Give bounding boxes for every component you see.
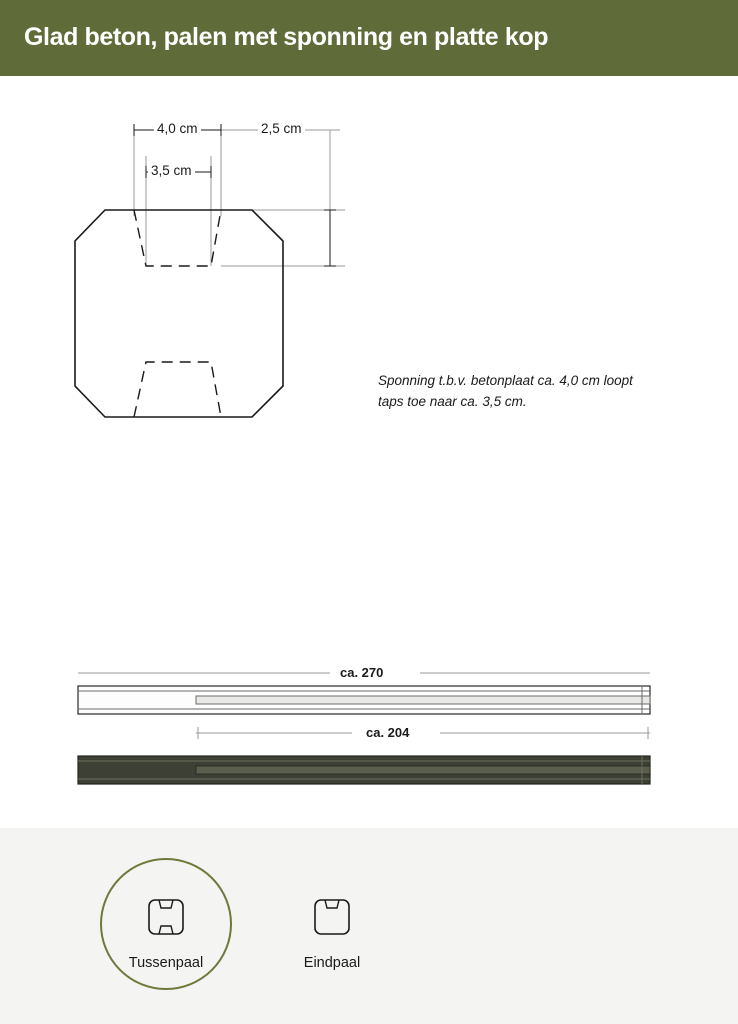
- page-title: Glad beton, palen met sponning en platte kop: [24, 23, 549, 52]
- dimension-label-top-width: 4,0 cm: [154, 121, 201, 136]
- dimension-label-depth: 2,5 cm: [258, 121, 305, 136]
- variant-option-eindpaal[interactable]: [266, 858, 398, 990]
- product-drawing-area: [0, 76, 738, 828]
- cross-section-note: Sponning t.b.v. betonplaat ca. 4,0 cm loopt taps toe naar ca. 3,5 cm.: [378, 373, 633, 409]
- post-intermediate-icon: [144, 895, 188, 939]
- variant-option-tussenpaal[interactable]: [100, 858, 232, 990]
- page-header: [0, 0, 738, 76]
- post-end-icon: [310, 895, 354, 939]
- length-label-total: ca. 270: [334, 665, 389, 680]
- variant-label-tussenpaal: Tussenpaal: [128, 955, 204, 971]
- post-elevation-light: [78, 686, 650, 714]
- variant-selector: [0, 828, 738, 1024]
- dimension-label-inner-width: 3,5 cm: [148, 163, 195, 178]
- variant-label-eindpaal: Eindpaal: [303, 955, 361, 971]
- elevation-diagram: [0, 76, 738, 828]
- length-dimension-204: [196, 727, 650, 739]
- variant-options: [100, 858, 398, 990]
- length-label-inner: ca. 204: [360, 725, 415, 740]
- post-elevation-dark: [78, 756, 650, 784]
